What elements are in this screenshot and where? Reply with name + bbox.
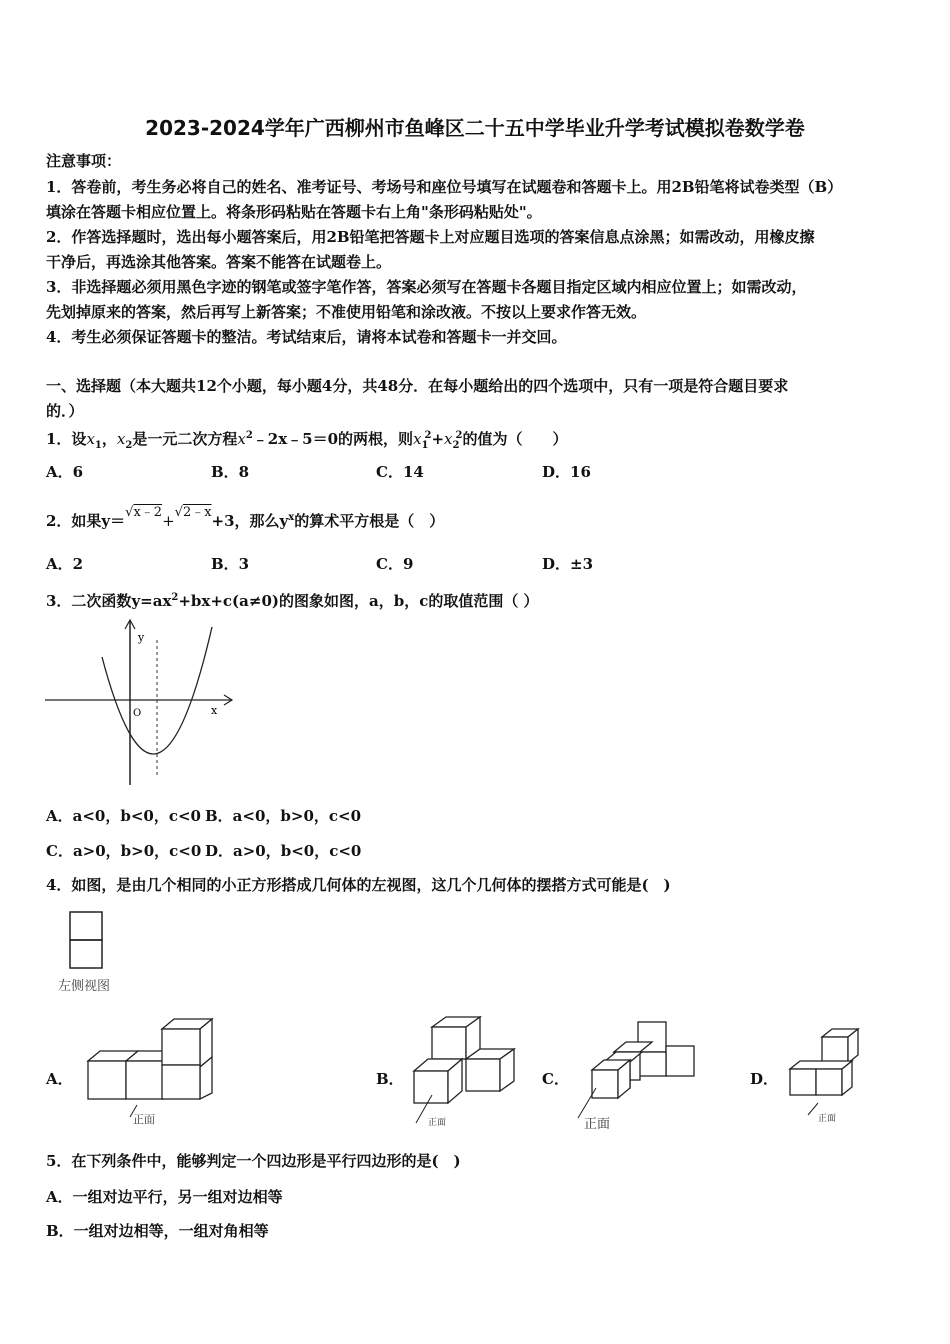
q4-figure-c: [572, 1018, 702, 1133]
q1-text: 1．设: [46, 430, 87, 448]
q2-radicand-1: x﹣2: [133, 505, 163, 520]
q2-radical-1: √x﹣2: [125, 505, 163, 520]
y-label: y: [138, 631, 145, 644]
q4-option-b[interactable]: B．: [376, 1070, 404, 1088]
q3-option-b[interactable]: B．a<0，b>0，c<0: [205, 807, 362, 825]
cube-front: [816, 1069, 842, 1095]
q1-option-b[interactable]: B．8: [211, 463, 250, 481]
q1-sub: 2: [125, 440, 133, 451]
q3-option-c[interactable]: C．a>0，b>0，c<0: [46, 842, 202, 860]
front-label: 正面: [133, 1113, 155, 1126]
q1-option-c[interactable]: C．14: [376, 463, 424, 481]
cube-front: [88, 1061, 126, 1099]
section-heading-cont: 的．）: [46, 402, 84, 420]
q2-sup: x: [288, 512, 295, 523]
q4-figure-a: [85, 1015, 225, 1130]
cube-front: [432, 1027, 466, 1059]
q1-option-a[interactable]: A．6: [46, 463, 84, 481]
q3-text: 3．二次函数y=ax: [46, 592, 172, 610]
q1-expr-plus: +: [431, 430, 445, 448]
q4-option-a[interactable]: A．: [46, 1070, 73, 1088]
q4-stem: 4．如图，是由几个相同的小正方形搭成几何体的左视图，这几个几何体的摆搭方式可能是( ): [46, 876, 671, 894]
front-arrow: [578, 1088, 596, 1118]
notice-line: 2．作答选择题时，选出每小题答案后，用2B铅笔把答题卡上对应题目选项的答案信息点涂黑；如需改动，用橡皮擦: [46, 228, 815, 246]
q5-option-a[interactable]: A．一组对边平行，另一组对边相等: [46, 1188, 283, 1206]
q1-var: x: [116, 430, 126, 448]
section-heading: 一、选择题（本大题共12个小题，每小题4分，共48分．在每小题给出的四个选项中，只有一项是符合题目要求: [46, 377, 789, 395]
q3-stem: [46, 588, 539, 611]
front-label: 正面: [428, 1118, 447, 1128]
left-view-square: [70, 912, 102, 940]
q1-expr-sub: 1: [421, 440, 429, 451]
cube-front: [666, 1046, 694, 1076]
q2-radical-2: √2﹣x: [174, 505, 212, 520]
left-view-square: [70, 940, 102, 968]
cube-front: [126, 1061, 164, 1099]
notice-line: 干净后，再选涂其他答案。答案不能答在试题卷上。: [46, 253, 392, 271]
cube-front: [162, 1029, 200, 1065]
q1-expr-sup: 2: [455, 430, 463, 441]
q4-option-c[interactable]: C．: [542, 1070, 569, 1088]
q2-plus: +: [162, 512, 175, 530]
origin-label: O: [133, 708, 142, 719]
cube-front: [822, 1037, 848, 1063]
q1-text: 是一元二次方程: [132, 430, 238, 448]
q4-option-d[interactable]: D．: [750, 1070, 779, 1088]
left-view-label: 左侧视图: [58, 979, 111, 994]
q1-text: 的值为（ ）: [462, 430, 568, 448]
q2-radicand-2: 2﹣x: [182, 505, 212, 520]
cube-front: [592, 1070, 618, 1098]
notice-heading: 注意事项：: [46, 152, 122, 170]
q1-var: x: [86, 430, 95, 448]
notice-line: 填涂在答题卡相应位置上。将条形码粘贴在答题卡右上角"条形码粘贴处"。: [46, 203, 542, 221]
q1-expr-sup: 2: [424, 430, 432, 441]
notice-line: 1．答卷前，考生务必将自己的姓名、准考证号、考场号和座位号填写在试题卷和答题卡上。用2B铅笔将试卷类型（B）: [46, 178, 843, 196]
q3-text: +bx+c(a≠0)的图象如图，a，b，c的取值范围（ ）: [178, 592, 539, 610]
q1-eq-var: x: [237, 430, 246, 448]
q2-stem: [46, 505, 445, 533]
q1-stem: [46, 426, 567, 456]
notice-line: 3．非选择题必须用黑色字迹的钢笔或签字笔作答，答案必须写在答题卡各题目指定区域内相应位置上；如需改动，: [46, 278, 807, 296]
q1-sub: 1: [94, 440, 102, 451]
q4-figure-b: [410, 1015, 520, 1130]
q2-text: 的算术平方根是（ ）: [294, 512, 445, 530]
q5-option-b[interactable]: B．一组对边相等，一组对角相等: [46, 1222, 269, 1240]
q1-text: 的两根，则: [338, 430, 414, 448]
q2-text: 2．如果y＝: [46, 512, 126, 530]
q1-option-d[interactable]: D．16: [542, 463, 591, 481]
q1-expr-var: x: [444, 430, 453, 448]
q3-option-a[interactable]: A．a<0，b<0，c<0: [46, 807, 201, 825]
front-label: 正面: [584, 1117, 611, 1132]
front-label: 正面: [818, 1114, 837, 1124]
cube-front: [414, 1071, 448, 1103]
cube-front: [638, 1052, 666, 1076]
x-label: x: [211, 704, 218, 717]
left-view-figure: [56, 910, 131, 995]
q2-option-b[interactable]: B．3: [211, 555, 250, 573]
q1-eq-rest: ﹣2x﹣5＝0: [252, 430, 339, 448]
q3-sup: 2: [171, 592, 179, 603]
q4-figure-d: [788, 1025, 878, 1130]
q1-eq-sup: 2: [245, 430, 253, 441]
cube-front: [790, 1069, 816, 1095]
q2-option-d[interactable]: D．±3: [542, 555, 594, 573]
q1-comma: ，: [101, 430, 117, 448]
parabola-graph: [40, 615, 240, 790]
page-title: 2023-2024学年广西柳州市鱼峰区二十五中学毕业升学考试模拟卷数学卷: [145, 116, 805, 140]
q1-expr-var: x: [413, 430, 422, 448]
q1-expr-sub: 2: [452, 440, 460, 451]
q3-option-d[interactable]: D．a>0，b<0，c<0: [205, 842, 362, 860]
q2-option-c[interactable]: C．9: [376, 555, 414, 573]
cube-front: [162, 1065, 200, 1099]
notice-line: 4．考生必须保证答题卡的整洁。考试结束后，请将本试卷和答题卡一并交回。: [46, 328, 567, 346]
notice-line: 先划掉原来的答案，然后再写上新答案；不准使用铅笔和涂改液。不按以上要求作答无效。: [46, 303, 647, 321]
q2-option-a[interactable]: A．2: [46, 555, 84, 573]
front-arrow: [808, 1103, 818, 1115]
cube-front: [466, 1059, 500, 1091]
q2-text: +3，那么y: [211, 512, 289, 530]
q5-stem: 5．在下列条件中，能够判定一个四边形是平行四边形的是( ): [46, 1152, 461, 1170]
